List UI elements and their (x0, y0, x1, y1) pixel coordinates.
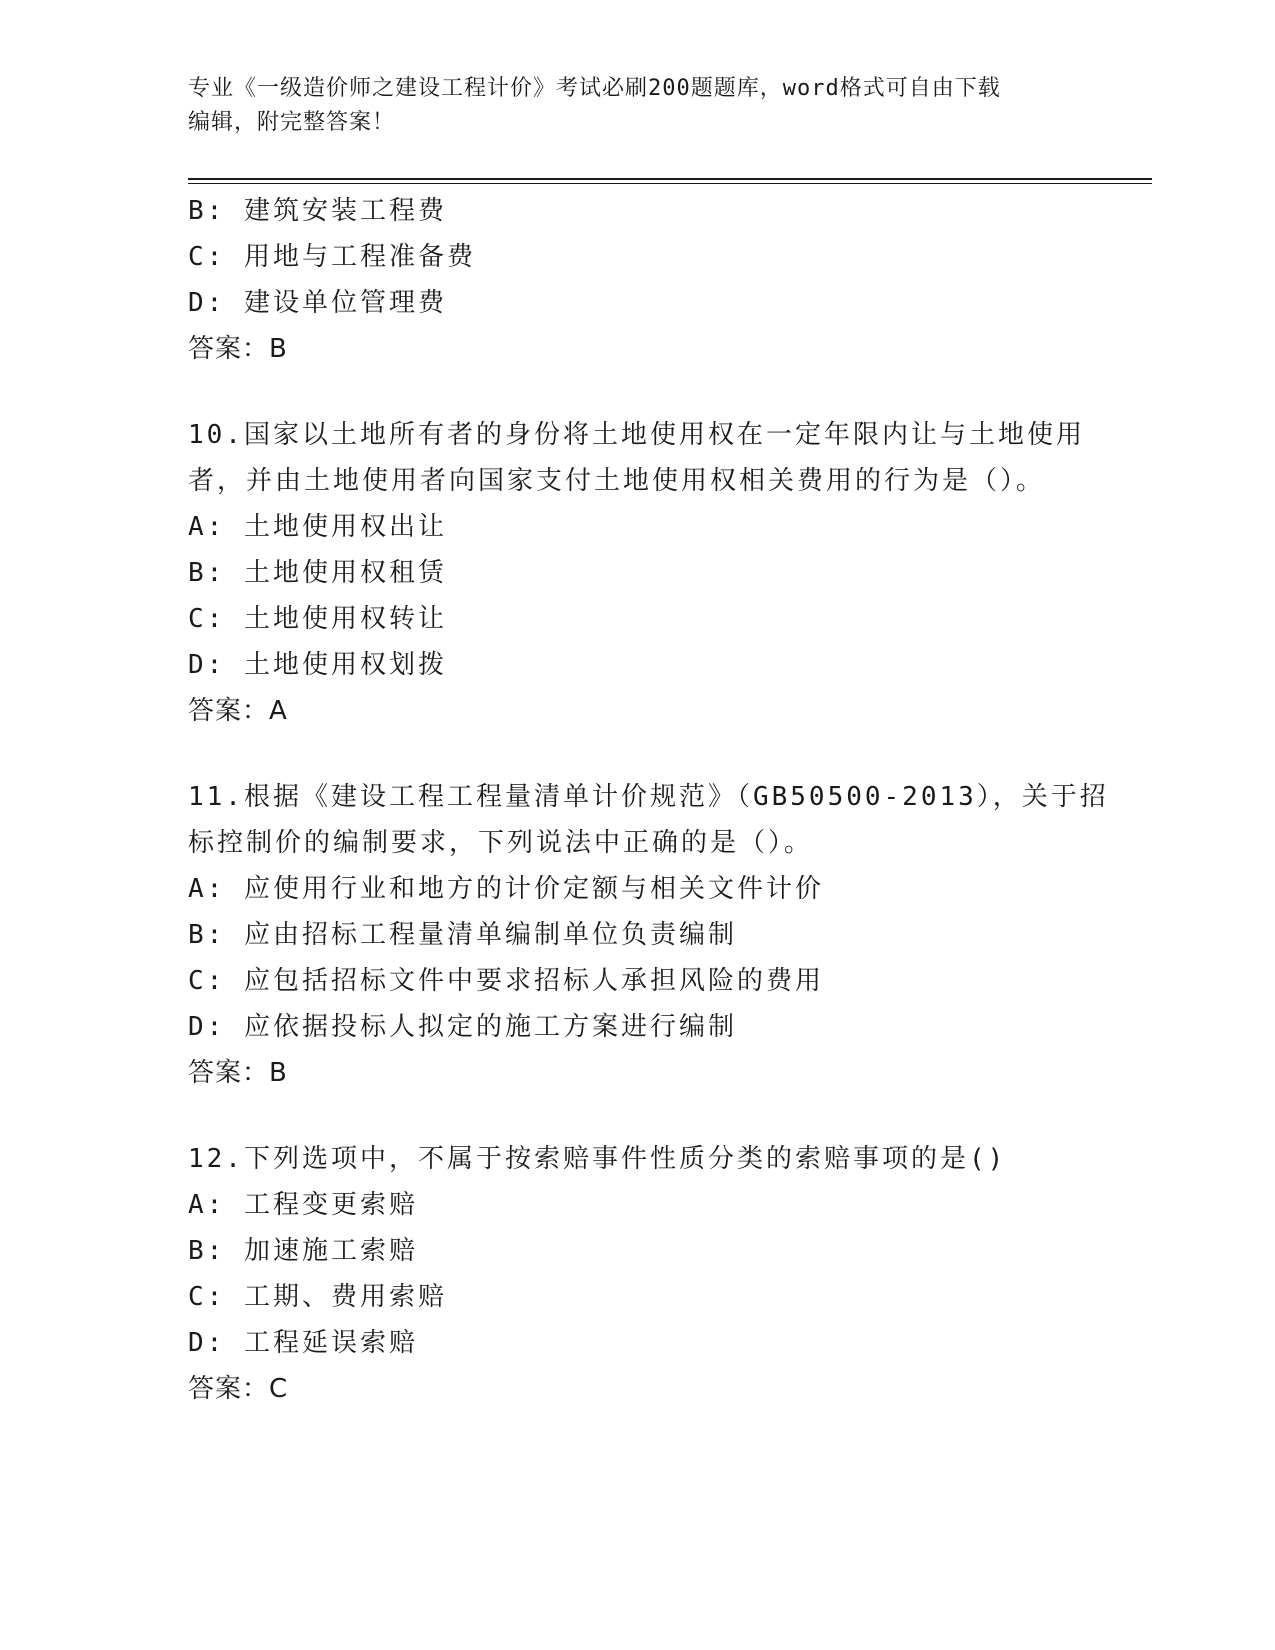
option-d: D: 建设单位管理费 (188, 288, 447, 318)
option-d: D: 应依据投标人拟定的施工方案进行编制 (188, 1012, 737, 1042)
option-b: B: 加速施工索赔 (188, 1236, 418, 1266)
header-line-1: 专业《一级造价师之建设工程计价》考试必刷200题题库，word格式可自由下载 (188, 76, 1001, 101)
option-a: A: 工程变更索赔 (188, 1190, 418, 1220)
answer-line: 答案：B (188, 1058, 288, 1088)
question-text-line: 12.下列选项中，不属于按索赔事件性质分类的索赔事项的是() (188, 1144, 1007, 1174)
option-d: D: 工程延误索赔 (188, 1328, 418, 1358)
option-a: A: 应使用行业和地方的计价定额与相关文件计价 (188, 874, 824, 904)
document-header (188, 72, 1088, 140)
option-c: C: 工期、费用索赔 (188, 1282, 447, 1312)
option-c: C: 应包括招标文件中要求招标人承担风险的费用 (188, 966, 824, 996)
option-c: C: 用地与工程准备费 (188, 242, 476, 272)
question-text-line: 10.国家以土地所有者的身份将土地使用权在一定年限内让与土地使用 (188, 420, 1085, 450)
option-b: B: 应由招标工程量清单编制单位负责编制 (188, 920, 737, 950)
header-line-2: 编辑，附完整答案！ (188, 110, 396, 135)
question-text-line: 标控制价的编制要求，下列说法中正确的是（）。 (188, 828, 814, 858)
question-text-line: 者，并由土地使用者向国家支付土地使用权相关费用的行为是（）。 (188, 466, 1046, 496)
answer-line: 答案：A (188, 696, 288, 726)
header-divider (188, 178, 1152, 180)
answer-line: 答案：C (188, 1374, 289, 1404)
question-10 (188, 412, 1088, 734)
option-a: A: 土地使用权出让 (188, 512, 447, 542)
option-d: D: 土地使用权划拨 (188, 650, 447, 680)
question-12 (188, 1136, 1088, 1412)
answer-line: 答案：B (188, 334, 288, 364)
option-b: B: 建筑安装工程费 (188, 196, 447, 226)
question-11 (188, 774, 1109, 1096)
question-text-line: 11.根据《建设工程工程量清单计价规范》（GB50500-2013），关于招 (188, 782, 1109, 812)
option-c: C: 土地使用权转让 (188, 604, 447, 634)
question-9-tail (188, 188, 1088, 372)
option-b: B: 土地使用权租赁 (188, 558, 447, 588)
header-divider-thin (188, 183, 1152, 184)
question-list (188, 188, 1109, 1412)
